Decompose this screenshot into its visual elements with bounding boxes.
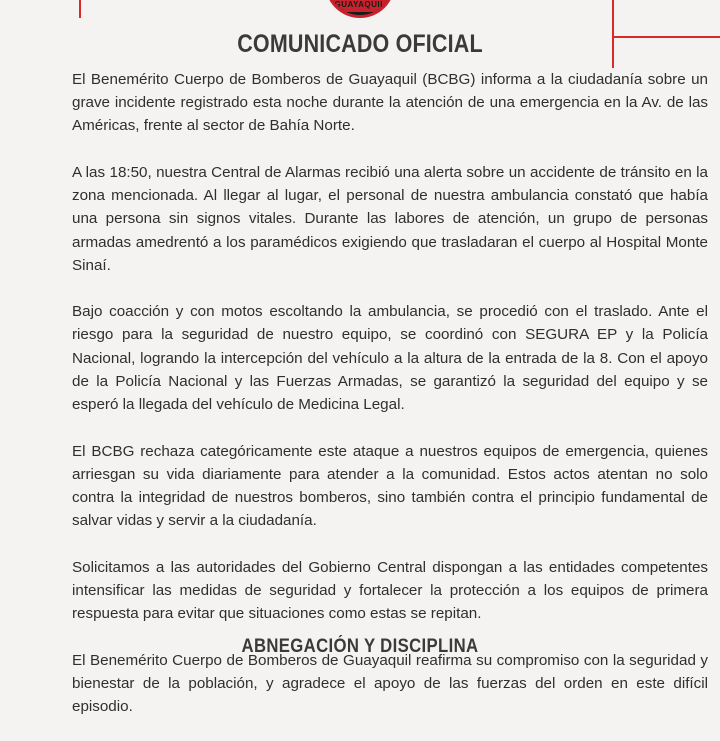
footer-motto: ABNEGACIÓN Y DISCIPLINA xyxy=(241,636,479,657)
paragraph-incident: A las 18:50, nuestra Central de Alarmas recibió una alerta sobre un accidente de tránsito en la zona mencionada. Al llegar al lugar, el personal de nuestra ambulancia constató que había una persona sin signos vitales. Durante las labores de atención, un grupo de personas armadas amedrentó a los paramédicos exigiendo que trasladaran el cuerpo al Hospital Monte Sinaí. xyxy=(72,163,708,274)
paragraph-commitment: El Benemérito Cuerpo de Bomberos de Guayaquil reafirma su compromiso con la seguridad y bienestar de la población, y agradece el apoyo de las fuerzas del orden en este difícil episodio. xyxy=(72,651,708,715)
paragraph-rejection: El BCBG rechaza categóricamente este ataque a nuestros equipos de emergencia, quienes arriesgan su vida diariamente para atender a la comunidad. Estos actos atentan no solo contra la integridad de nuestros bomberos, sino también contra el principio fundamental de salvar vidas y servir a la ciudadanía. xyxy=(72,442,708,530)
fire-department-seal xyxy=(325,0,395,18)
seal-text: GUAYAQUIL xyxy=(332,0,388,12)
decorative-line-left xyxy=(79,0,81,18)
page-title: COMUNICADO OFICIAL xyxy=(237,30,483,58)
paragraph-request: Solicitamos a las autoridades del Gobierno Central dispongan a las entidades competentes intensificar las medidas de seguridad y fortalecer la protección a los equipos de primera respuesta para evitar que situaciones como estas se repitan. xyxy=(72,558,708,623)
paragraph-transfer: Bajo coacción y con motos escoltando la ambulancia, se procedió con el traslado. Ante el riesgo para la seguridad de nuestro equipo, se coordinó con SEGURA EP y la Policía Nacional, logrando la intercepción del vehículo a la altura de la entrada de la 8. Con el apoyo de la Policía Nacional y las Fuerzas Armadas, se garantizó la seguridad del equipo y se esperó la llegada del vehículo de Medicina Legal. xyxy=(72,303,708,414)
paragraph-intro: El Benemérito Cuerpo de Bomberos de Guayaquil (BCBG) informa a la ciudadanía sobre un grave incidente registrado esta noche durante la atención de una emergencia en la Av. de las Américas, frente al sector de Bahía Norte. xyxy=(72,71,708,135)
